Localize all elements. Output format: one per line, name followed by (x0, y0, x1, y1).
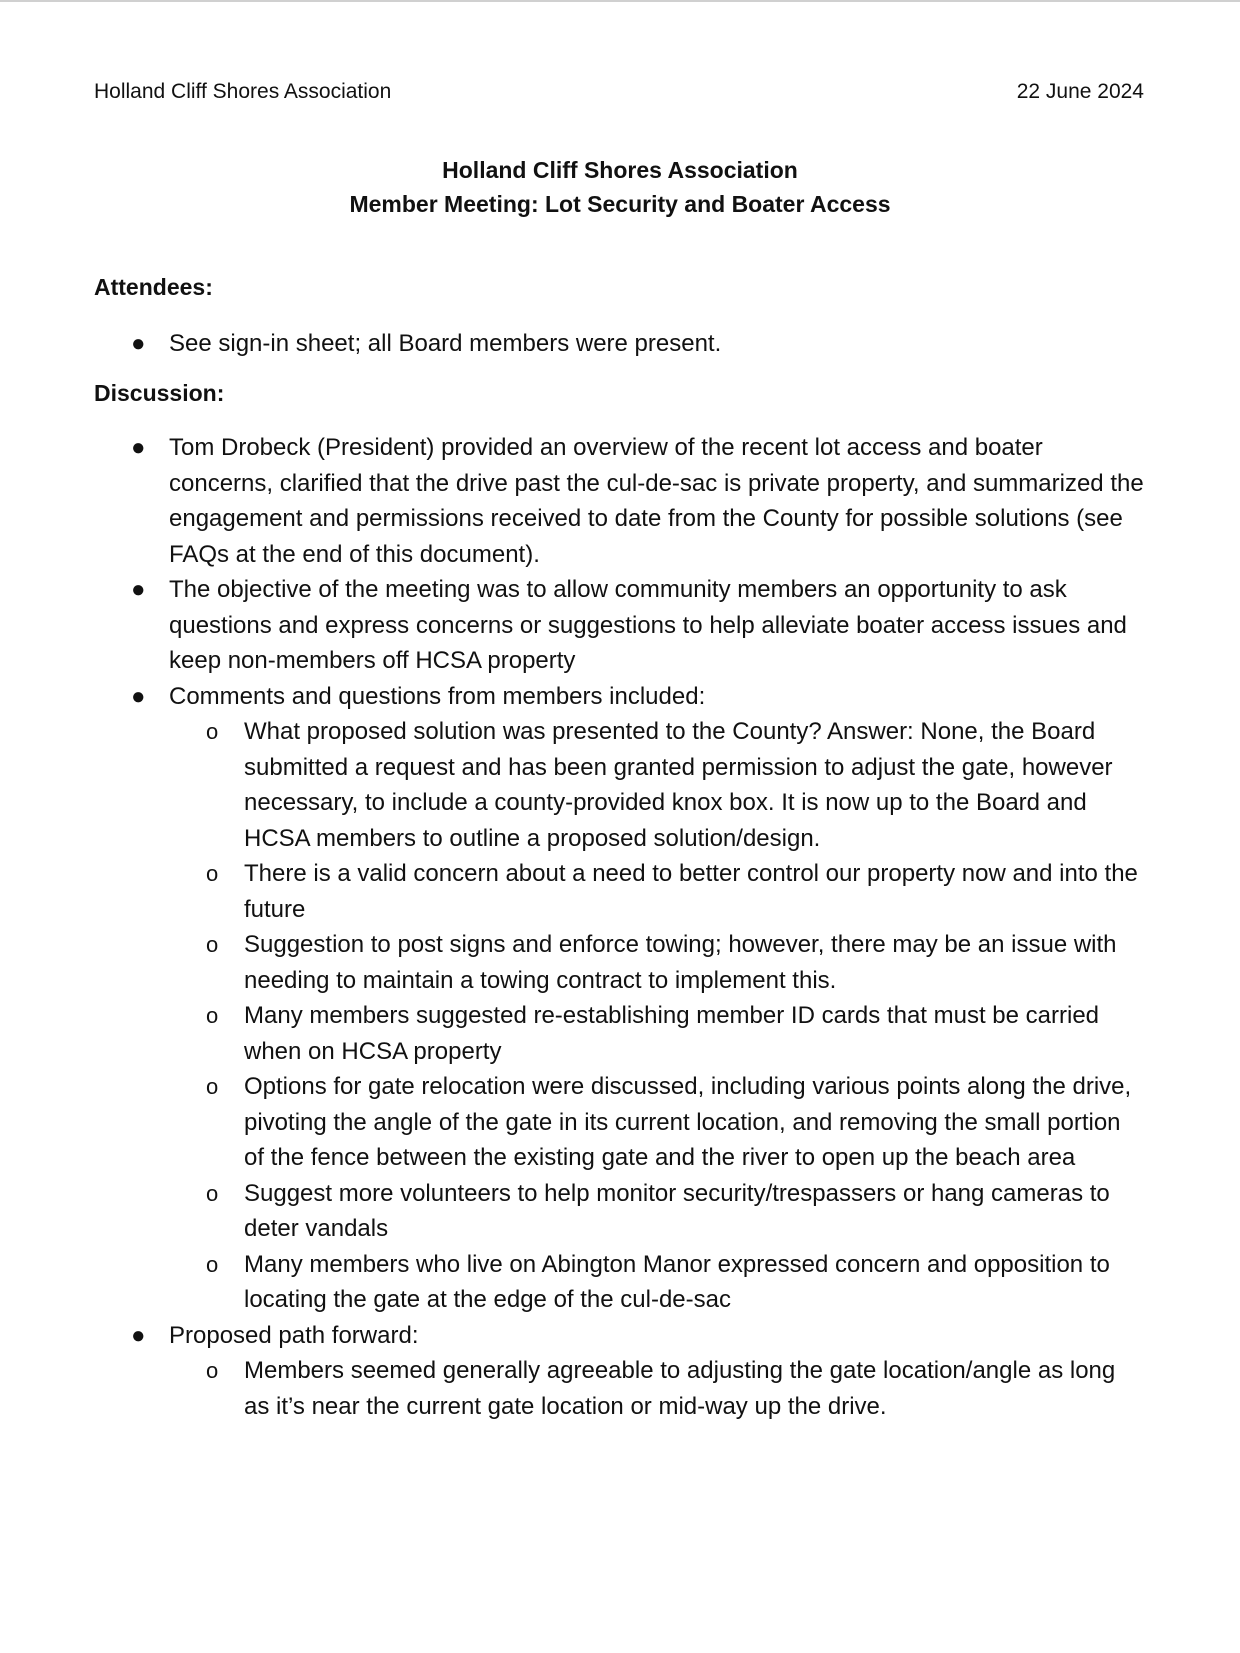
discussion-objective-text: The objective of the meeting was to allow community members an opportunity to ask questions and express concerns or suggestions to help alleviate boater access issues and keep non-members off HCSA property (169, 576, 1127, 674)
path-forward-heading: Proposed path forward: (169, 1321, 419, 1349)
sub-list-item (0, 856, 1240, 927)
sub-list-item (0, 714, 1240, 856)
bullet-marker: ● (131, 434, 146, 461)
attendees-list (0, 326, 1240, 362)
discussion-overview-text: Tom Drobeck (President) provided an overview of the recent lot access and boater concerns, clarified that the drive past the cul-de-sac is private property, and summarized the engagement and permissions received to date from the County for possible solutions (see FAQs at the end of this document). (169, 434, 1144, 568)
bullet-marker: ● (131, 576, 146, 603)
comment-text: Suggestion to post signs and enforce towing; however, there may be an issue with needing to maintain a towing contract to implement this. (244, 931, 1117, 994)
sub-list-item (0, 1069, 1240, 1176)
comment-text: There is a valid concern about a need to better control our property now and into the future (244, 860, 1138, 923)
list-item (0, 1318, 1240, 1354)
sub-bullet-marker: o (206, 1003, 219, 1028)
sub-bullet-marker: o (206, 1074, 219, 1099)
sub-bullet-marker: o (206, 861, 219, 886)
comment-text: Many members suggested re-establishing member ID cards that must be carried when on HCSA property (244, 1002, 1100, 1065)
list-item (0, 430, 1240, 572)
sub-list-item (0, 1353, 1240, 1424)
discussion-list (0, 430, 1240, 1424)
discussion-comments-intro: Comments and questions from members included: (169, 682, 706, 710)
sub-list-item (0, 1247, 1240, 1318)
list-item (0, 326, 1240, 362)
sub-list-item (0, 1176, 1240, 1247)
path-forward-text: Members seemed generally agreeable to adjusting the gate location/angle as long as it’s near the current gate location or mid-way up the drive. (244, 1357, 1116, 1420)
comment-text: Options for gate relocation were discussed, including various points along the drive, pivoting the angle of the gate in its current location, and removing the small portion of the fence between the existing gate and the river to open up the beach area (244, 1073, 1132, 1171)
discussion-heading: Discussion: (94, 380, 225, 406)
attendees-item-text: See sign-in sheet; all Board members were present. (169, 330, 722, 357)
comment-text: What proposed solution was presented to the County? Answer: None, the Board submitted a request and has been granted permission to adjust the gate, however necessary, to include a county-provided knox box. It is now up to the Board and HCSA members to outline a proposed solution/design. (244, 718, 1113, 852)
comment-text: Suggest more volunteers to help monitor security/trespassers or hang cameras to deter vandals (244, 1179, 1110, 1242)
sub-bullet-marker: o (206, 1358, 219, 1383)
sub-bullet-marker: o (206, 719, 219, 744)
sub-bullet-marker: o (206, 1251, 219, 1277)
sub-bullet-marker: o (206, 1180, 219, 1206)
header-date: 22 June 2024 (1016, 80, 1144, 103)
list-item (0, 679, 1240, 715)
document-title (0, 153, 1240, 221)
attendees-heading: Attendees: (94, 274, 213, 300)
sub-list-item (0, 927, 1240, 998)
comment-text: Many members who live on Abington Manor expressed concern and opposition to locating the gate at the edge of the cul-de-sac (244, 1250, 1110, 1313)
bullet-marker: ● (131, 682, 146, 710)
title-line-meeting: Member Meeting: Lot Security and Boater Access (349, 191, 891, 217)
list-item (0, 572, 1240, 679)
title-line-organization: Holland Cliff Shores Association (442, 157, 798, 183)
bullet-marker: ● (131, 330, 146, 357)
sub-list-item (0, 998, 1240, 1069)
bullet-marker: ● (131, 1321, 146, 1349)
header-organization: Holland Cliff Shores Association (94, 80, 392, 103)
sub-bullet-marker: o (206, 932, 219, 957)
